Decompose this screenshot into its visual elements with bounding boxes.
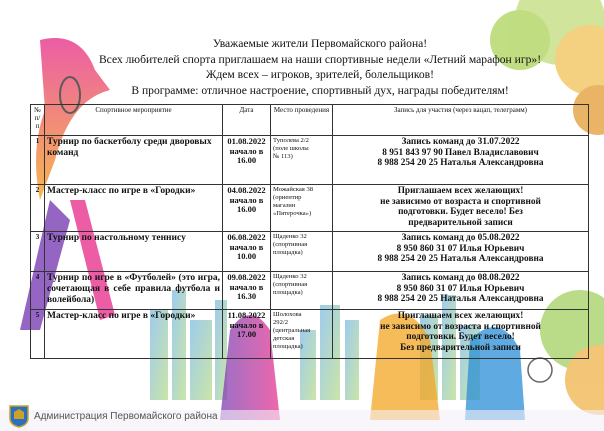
row-number: 3 [31,232,45,272]
date-line: 06.08.2022 [227,232,266,242]
place-line: Туполева 2/2 [273,137,309,144]
reg-line: Без предварительной записи [400,342,521,353]
reg-line: не зависимо от возраста и спортивной [380,321,541,332]
place-line: площадка) [273,343,303,350]
place-line: площадка) [273,289,303,296]
reg-line: 8 950 860 31 07 Илья Юрьевич [396,243,525,254]
event-date [223,272,271,310]
row-number: 5 [31,310,45,359]
date-line: 17.00 [236,329,257,339]
table-header-row [31,105,589,136]
row-number: 4 [31,272,45,310]
footer-text: Администрация Первомайского района [34,410,218,422]
header-line-1: Уважаемые жители Первомайского района! [212,37,428,50]
table-row [31,272,589,310]
event-name: Турнир по настольному теннису [45,232,223,272]
events-table [30,104,589,359]
reg-line: 8 988 254 20 25 Наталья Александровна [377,294,544,304]
registration-info [333,272,589,310]
date-line: начало в [229,194,264,205]
date-line: начало в [229,319,264,330]
event-date [223,136,271,185]
date-line: 16.30 [236,291,257,301]
registration-info [333,310,589,359]
event-date [223,310,271,359]
date-line: 01.08.2022 [227,136,266,146]
date-line: 11.08.2022 [227,310,266,320]
reg-line: Запись команд до 05.08.2022 [401,233,520,243]
place-line: (поле школы [273,145,309,152]
place-line: Шолохова [273,311,302,318]
col-header-num: № п/п [31,105,45,136]
row-number: 1 [31,136,45,185]
table-row [31,232,589,272]
table-row [31,185,589,232]
reg-line: 8 988 254 20 25 Наталья Александровна [377,158,544,168]
col-header-event: Спортивное мероприятие [45,105,223,136]
reg-line: подготовки. Будет весело! [406,332,515,342]
registration-info [333,185,589,232]
col-header-date: Дата [223,105,271,136]
col-header-registration: Запись для участия (через вацап, телеграмм) [333,105,589,136]
row-number: 2 [31,185,45,232]
reg-line: подготовки. Будет весело! Без [398,207,523,217]
date-line: 10.00 [236,251,257,261]
date-line: 16.00 [236,155,257,165]
event-place [271,185,333,232]
place-line: площадка) [273,249,303,256]
header-line-2: Всех любителей спорта приглашаем на наши спортивные недели «Летний марафон игр»! [98,52,542,66]
reg-line: Приглашаем всех желающих! [397,186,524,196]
table-row [31,136,589,185]
event-date [223,185,271,232]
event-name: Мастер-класс по игре в «Городки» [45,185,223,232]
place-line: детская [273,335,295,342]
event-place [271,232,333,272]
date-line: 09.08.2022 [227,272,266,282]
event-place [271,272,333,310]
reg-line: 8 950 860 31 07 Илья Юрьевич [396,283,525,294]
header-line-3: Ждем всех – игроков, зрителей, болельщиков! [206,68,434,81]
reg-line: Запись команд до 08.08.2022 [401,273,520,283]
event-date [223,232,271,272]
reg-line: 8 951 843 97 90 Павел Владиславович [382,147,539,158]
col-header-place: Место проведения [271,105,333,136]
event-place [271,136,333,185]
reg-line: Приглашаем всех желающих! [397,311,524,321]
event-name: Турнир по баскетболу среди дворовых команд [45,136,223,185]
date-line: начало в [229,145,264,156]
date-line: начало в [229,241,264,252]
place-line: 292/2 [273,319,289,326]
place-line: (спортивная [273,241,308,248]
place-line: (центральная [273,327,311,334]
place-line: (ориентир [273,194,302,201]
place-line: «Пятерочка») [273,210,312,217]
place-line: Щаденко 32 [273,233,307,240]
footer [8,404,218,428]
reg-line: не зависимо от возраста и спортивной [380,196,541,207]
reg-line: Запись команд до 31.07.2022 [401,137,520,147]
event-name: Турнир по игре в «Футболей» (это игра, сочетающая в себе правила футбола и волейбола) [45,272,223,310]
reg-line: предварительной записи [408,217,513,228]
place-line: Можайская 38 [273,186,314,193]
place-line: (спортивная [273,281,308,288]
announcement-header [60,36,580,98]
event-name: Мастер-класс по игре в «Городки» [45,310,223,359]
registration-info [333,136,589,185]
event-place [271,310,333,359]
district-emblem-icon [8,404,30,428]
date-line: 04.08.2022 [227,185,266,195]
date-line: 16.00 [236,204,257,214]
registration-info [333,232,589,272]
table-row [31,310,589,359]
date-line: начало в [229,281,264,292]
header-line-4: В программе: отличное настроение, спортивный дух, награды победителям! [131,83,509,97]
place-line: магазин [273,202,296,209]
place-line: № 113) [273,153,293,160]
place-line: Щаденко 32 [273,273,307,280]
reg-line: 8 988 254 20 25 Наталья Александровна [377,254,544,264]
